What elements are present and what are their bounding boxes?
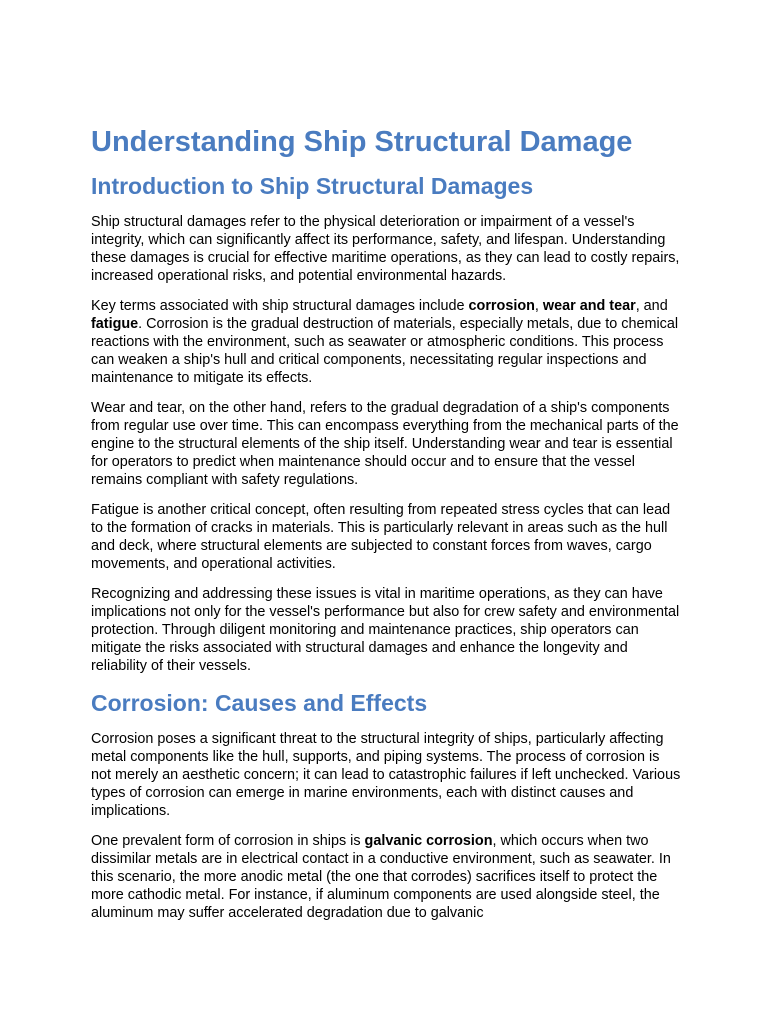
section-heading-introduction: Introduction to Ship Structural Damages <box>91 173 534 199</box>
intro-paragraph-3: Wear and tear, on the other hand, refers to the gradual degradation of a ship's components from regular use over time. This can encompass everything from the mechanical parts of the engine to the structural elements of the ship itself. Understanding wear and tear is essential for operators to predict when maintenance should occur and to ensure that the vessel remains compliant with safety regulations. <box>91 400 679 488</box>
text-run: , and <box>635 298 668 314</box>
corrosion-paragraph-1: Corrosion poses a significant threat to the structural integrity of ships, particularly affecting metal components like the hull, supports, and piping systems. The process of corrosion is not merely an aesthetic concern; it can lead to catastrophic failures if left unchecked. Various types of corrosion can emerge in marine environments, each with distinct causes and implications. <box>91 731 681 819</box>
intro-paragraph-1: Ship structural damages refer to the physical deterioration or impairment of a vessel's integrity, which can significantly affect its performance, safety, and lifespan. Understanding these damages is crucial for effective maritime operations, as they can lead to costly repairs, increased operational risks, and potential environmental hazards. <box>91 214 680 284</box>
corrosion-paragraph-2 <box>91 832 683 922</box>
section-heading-corrosion: Corrosion: Causes and Effects <box>91 690 428 716</box>
intro-paragraph-5: Recognizing and addressing these issues is vital in maritime operations, as they can have implications not only for the vessel's performance but also for crew safety and environmental protection. Through diligent monitoring and maintenance practices, ship operators can mitigate the risks associated with structural damages and enhance the longevity and reliability of their vessels. <box>91 586 680 674</box>
text-run: , which occurs when two dissimilar metals are in electrical contact in a conductive environment, such as seawater. In this scenario, the more anodic metal (the one that corrodes) sacrifices itself to protect the more cathodic metal. For instance, if aluminum components are used alongside steel, the aluminum may suffer accelerated degradation due to galvanic <box>91 833 671 921</box>
intro-paragraph-2 <box>91 297 683 387</box>
text-run: , <box>534 298 543 314</box>
text-run: . Corrosion is the gradual destruction of materials, especially metals, due to chemical reactions with the environment, such as seawater or atmospheric conditions. This process can weaken a ship's hull and critical components, necessitating regular inspections and maintenance to mitigate its effects. <box>91 316 679 386</box>
bold-term-wear-and-tear: wear and tear <box>542 298 636 314</box>
intro-paragraph-4: Fatigue is another critical concept, often resulting from repeated stress cycles that can lead to the formation of cracks in materials. This is particularly relevant in areas such as the hull and deck, where structural elements are subjected to constant forces from waves, cargo movements, and operational activities. <box>91 502 671 572</box>
text-run: Key terms associated with ship structural damages include <box>91 298 469 314</box>
bold-term-fatigue: fatigue <box>91 316 139 332</box>
text-run: One prevalent form of corrosion in ships is <box>91 833 365 849</box>
document-page <box>91 124 683 934</box>
bold-term-galvanic-corrosion: galvanic corrosion <box>364 833 493 849</box>
document-title: Understanding Ship Structural Damage <box>91 126 633 158</box>
bold-term-corrosion: corrosion <box>468 298 535 314</box>
